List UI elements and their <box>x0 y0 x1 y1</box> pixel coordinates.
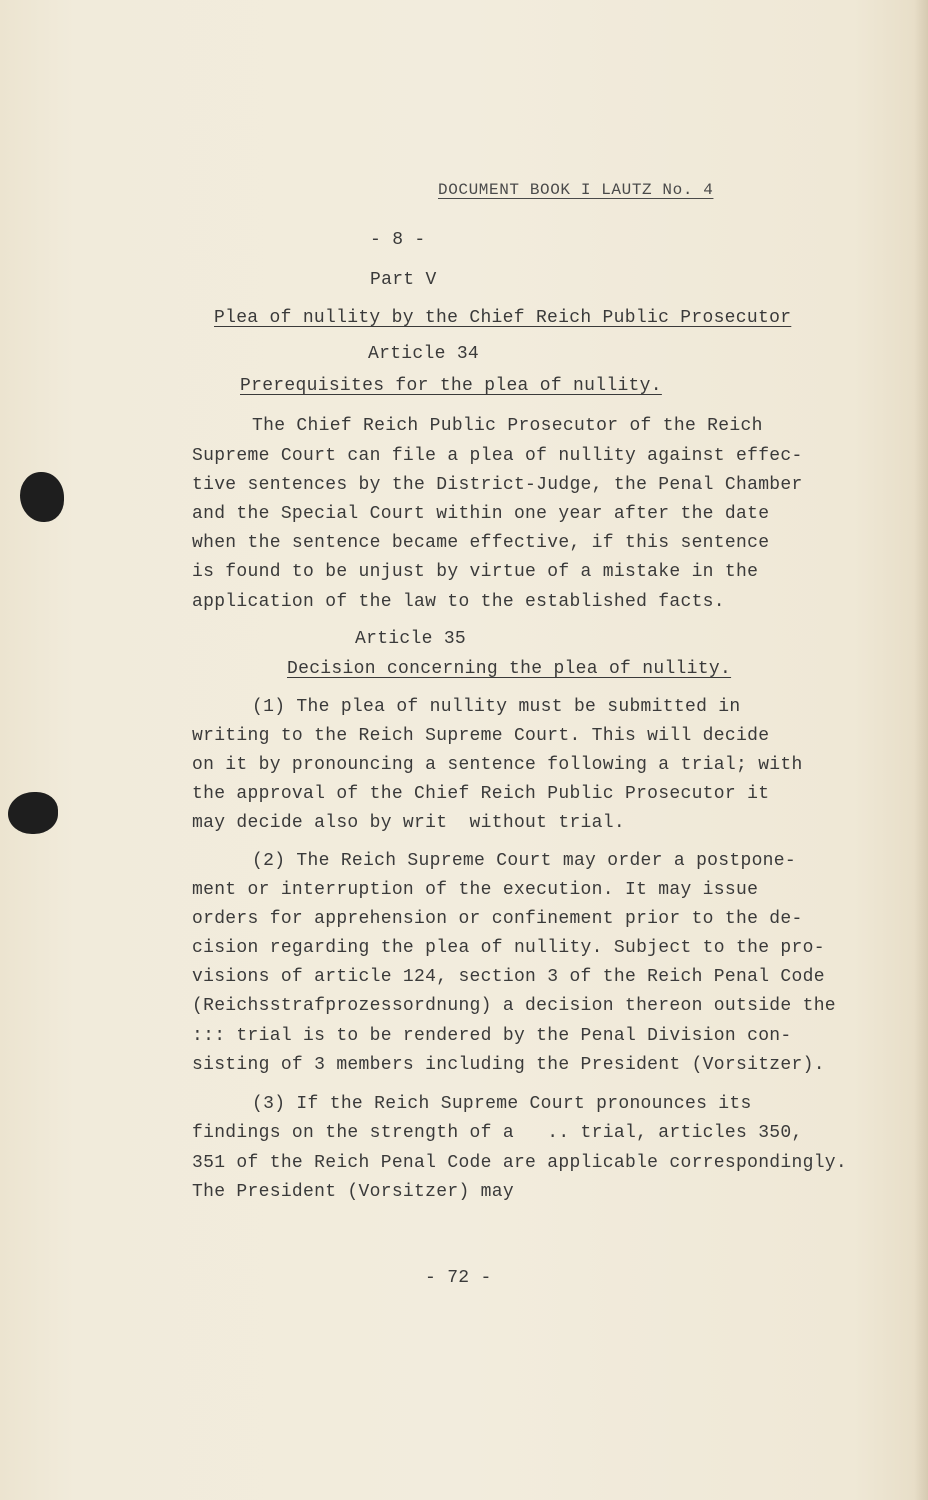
text-line: when the sentence became effective, if this sentence <box>192 533 770 553</box>
text-line: Supreme Court can file a plea of nullity against effec- <box>192 446 803 466</box>
text-line: The President (Vorsitzer) may <box>192 1182 514 1202</box>
text-line: (2) The Reich Supreme Court may order a postpone- <box>252 851 796 871</box>
article-35-heading: Decision concerning the plea of nullity. <box>287 659 732 679</box>
text-line: ::: trial is to be rendered by the Penal Division con- <box>192 1026 792 1046</box>
text-line: may decide also by writ without trial. <box>192 813 625 833</box>
text-line: ment or interruption of the execution. It may issue <box>192 880 759 900</box>
text-line: cision regarding the plea of nullity. Subject to the pro- <box>192 938 825 958</box>
text-line: on it by pronouncing a sentence following a trial; with <box>192 755 803 775</box>
text-line: sisting of 3 members including the President (Vorsitzer). <box>192 1055 825 1075</box>
text-line: 351 of the Reich Penal Code are applicable correspondingly. <box>192 1153 848 1173</box>
text-line: and the Special Court within one year after the date <box>192 504 770 524</box>
punch-hole-upper <box>20 472 64 522</box>
page-edge-shadow <box>914 0 928 1500</box>
part-heading: Plea of nullity by the Chief Reich Public Prosecutor <box>214 308 792 328</box>
document-book-reference: DOCUMENT BOOK I LAUTZ No. 4 <box>438 181 714 199</box>
text-line: visions of article 124, section 3 of the Reich Penal Code <box>192 967 825 987</box>
text-line: orders for apprehension or confinement prior to the de- <box>192 909 803 929</box>
text-line: findings on the strength of a .. trial, articles 350, <box>192 1123 803 1143</box>
page-number-bottom: - 72 - <box>425 1268 492 1288</box>
page-number-top: - 8 - <box>370 230 426 250</box>
punch-hole-lower <box>8 792 58 834</box>
text-line: (Reichsstrafprozessordnung) a decision thereon outside the <box>192 996 836 1016</box>
text-line: the approval of the Chief Reich Public Prosecutor it <box>192 784 770 804</box>
text-line: writing to the Reich Supreme Court. This will decide <box>192 726 770 746</box>
part-title: Part V <box>370 270 437 290</box>
article-34-heading: Prerequisites for the plea of nullity. <box>240 376 662 396</box>
text-line: (3) If the Reich Supreme Court pronounces its <box>252 1094 752 1114</box>
text-line: tive sentences by the District-Judge, the Penal Chamber <box>192 475 803 495</box>
text-line: application of the law to the established facts. <box>192 592 725 612</box>
article-35-title: Article 35 <box>355 629 467 649</box>
article-34-title: Article 34 <box>368 344 480 364</box>
text-line: The Chief Reich Public Prosecutor of the Reich <box>252 416 763 436</box>
text-line: (1) The plea of nullity must be submitted in <box>252 697 741 717</box>
text-line: is found to be unjust by virtue of a mistake in the <box>192 562 759 582</box>
